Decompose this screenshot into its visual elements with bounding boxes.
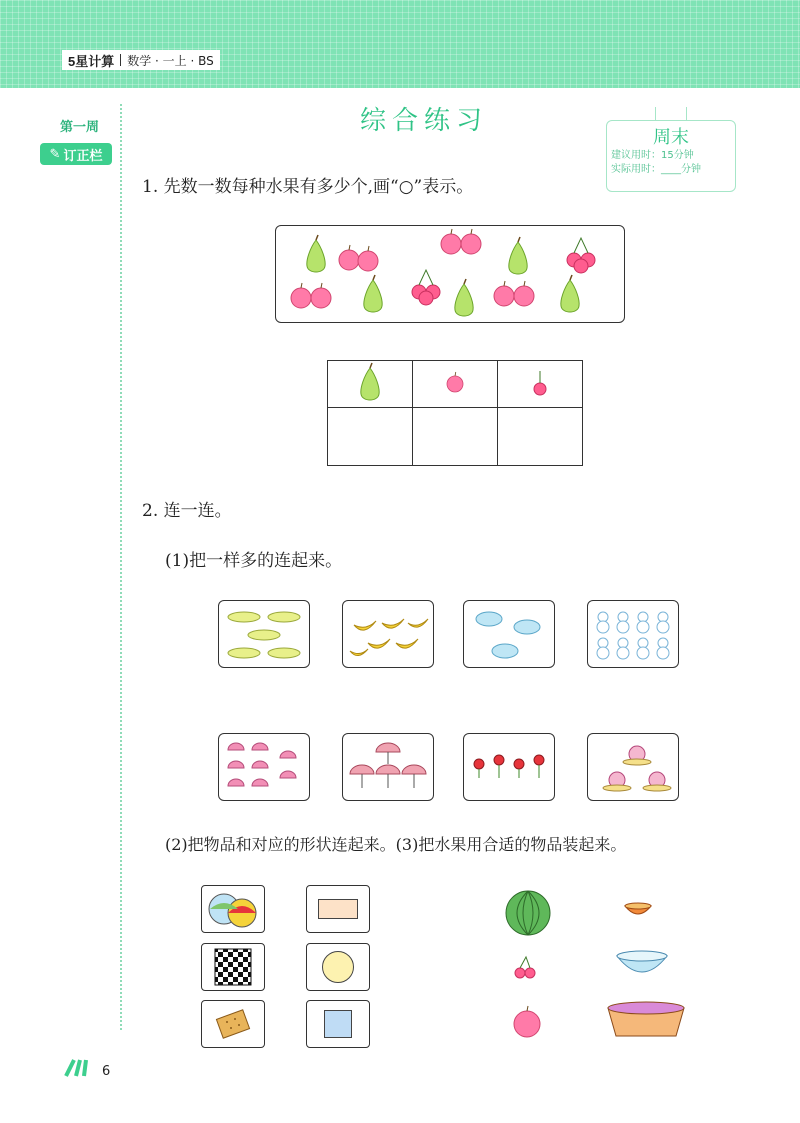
suggested-time: 建议用时：15分钟 — [611, 150, 694, 161]
tag-hook — [655, 107, 687, 121]
bananas-card[interactable] — [342, 600, 434, 668]
beach-balls-card[interactable] — [201, 885, 265, 933]
whale-icon — [467, 605, 551, 663]
cracker-icon — [213, 1004, 253, 1044]
pear-icon — [364, 275, 382, 312]
table-answer-row — [328, 408, 583, 466]
hats-card[interactable] — [218, 600, 310, 668]
flowers-card[interactable] — [463, 733, 555, 801]
snowmen-card[interactable] — [587, 600, 679, 668]
hat-icon — [222, 605, 306, 663]
apple-answer-cell[interactable] — [413, 408, 498, 466]
umbrella-icon — [346, 738, 430, 796]
page-title: 综合练习 — [360, 106, 489, 136]
apple-icon — [291, 283, 311, 308]
week-label: 第一周 — [60, 120, 100, 135]
pear-answer-cell[interactable] — [328, 408, 413, 466]
cherry-answer-cell[interactable] — [498, 408, 583, 466]
question-2: 2. 连一连。 — [142, 501, 232, 521]
apple-icon — [311, 283, 331, 308]
apple-icon — [339, 245, 359, 270]
cherry-icon — [412, 270, 440, 305]
correction-label: 订正栏 — [63, 148, 103, 164]
apple-header-cell — [413, 361, 498, 408]
whales-card[interactable] — [463, 600, 555, 668]
correction-column-badge — [40, 143, 112, 165]
banana-icon — [346, 605, 430, 663]
book-header — [62, 50, 220, 70]
cherry-header-cell — [498, 361, 583, 408]
pencil-icon: ✎ — [49, 146, 61, 162]
pear-icon — [561, 275, 579, 312]
book-logo-icon — [64, 1058, 96, 1078]
cracker-card[interactable] — [201, 1000, 265, 1048]
apple-icon — [494, 281, 514, 306]
fruit-illustration — [276, 226, 624, 322]
header-band — [0, 0, 800, 88]
circle-shape-card[interactable] — [306, 943, 370, 991]
checkerboard-icon — [213, 947, 253, 987]
square-shape-card[interactable] — [306, 1000, 370, 1048]
table-header-row — [328, 361, 583, 408]
square-icon — [324, 1010, 352, 1038]
page-number: 6 — [102, 1064, 111, 1079]
pear-header-cell — [328, 361, 413, 408]
large-basin-icon[interactable] — [604, 998, 688, 1042]
rectangle-shape-card[interactable] — [306, 885, 370, 933]
series-label: 5星计算 — [68, 53, 115, 69]
small-bowl-icon[interactable] — [622, 900, 654, 922]
actual-time: 实际用时：____分钟 — [611, 164, 701, 175]
weekend-tag — [606, 120, 736, 192]
chessboard-card[interactable] — [201, 943, 265, 991]
subject-label: 数学 · 一上 · BS — [127, 53, 214, 68]
pear-icon — [307, 235, 325, 272]
rectangle-icon — [318, 899, 358, 919]
fruit-picture-box — [275, 225, 625, 323]
apple-icon — [358, 246, 378, 271]
header-separator — [120, 54, 121, 66]
umbrellas-card[interactable] — [342, 733, 434, 801]
apple-icon — [461, 229, 481, 254]
apple-icon — [441, 229, 461, 254]
pear-icon — [455, 279, 473, 316]
count-table — [327, 360, 583, 466]
medium-bowl-icon[interactable] — [614, 948, 670, 982]
flower-icon — [467, 738, 551, 796]
snowman-icon — [591, 605, 675, 663]
cherry-icon — [567, 238, 595, 273]
mushrooms-card[interactable] — [218, 733, 310, 801]
watermelon-icon[interactable] — [500, 888, 556, 938]
ball-icon — [204, 889, 262, 929]
pear-icon — [509, 237, 527, 274]
question-2-parts-2-3: (2)把物品和对应的形状连起来。(3)把水果用合适的物品装起来。 — [165, 835, 627, 854]
snail-icon — [591, 738, 675, 796]
question-2-part-1: (1)把一样多的连起来。 — [165, 551, 343, 571]
mushroom-icon — [222, 738, 306, 796]
weekend-title: 周末 — [653, 127, 689, 148]
apple-icon — [514, 281, 534, 306]
snails-card[interactable] — [587, 733, 679, 801]
cherry-icon[interactable] — [512, 953, 540, 981]
binding-line — [120, 104, 122, 1030]
question-1: 1. 先数一数每种水果有多少个,画“○”表示。 — [142, 177, 474, 197]
circle-icon — [322, 951, 354, 983]
apple-icon[interactable] — [510, 1004, 544, 1040]
